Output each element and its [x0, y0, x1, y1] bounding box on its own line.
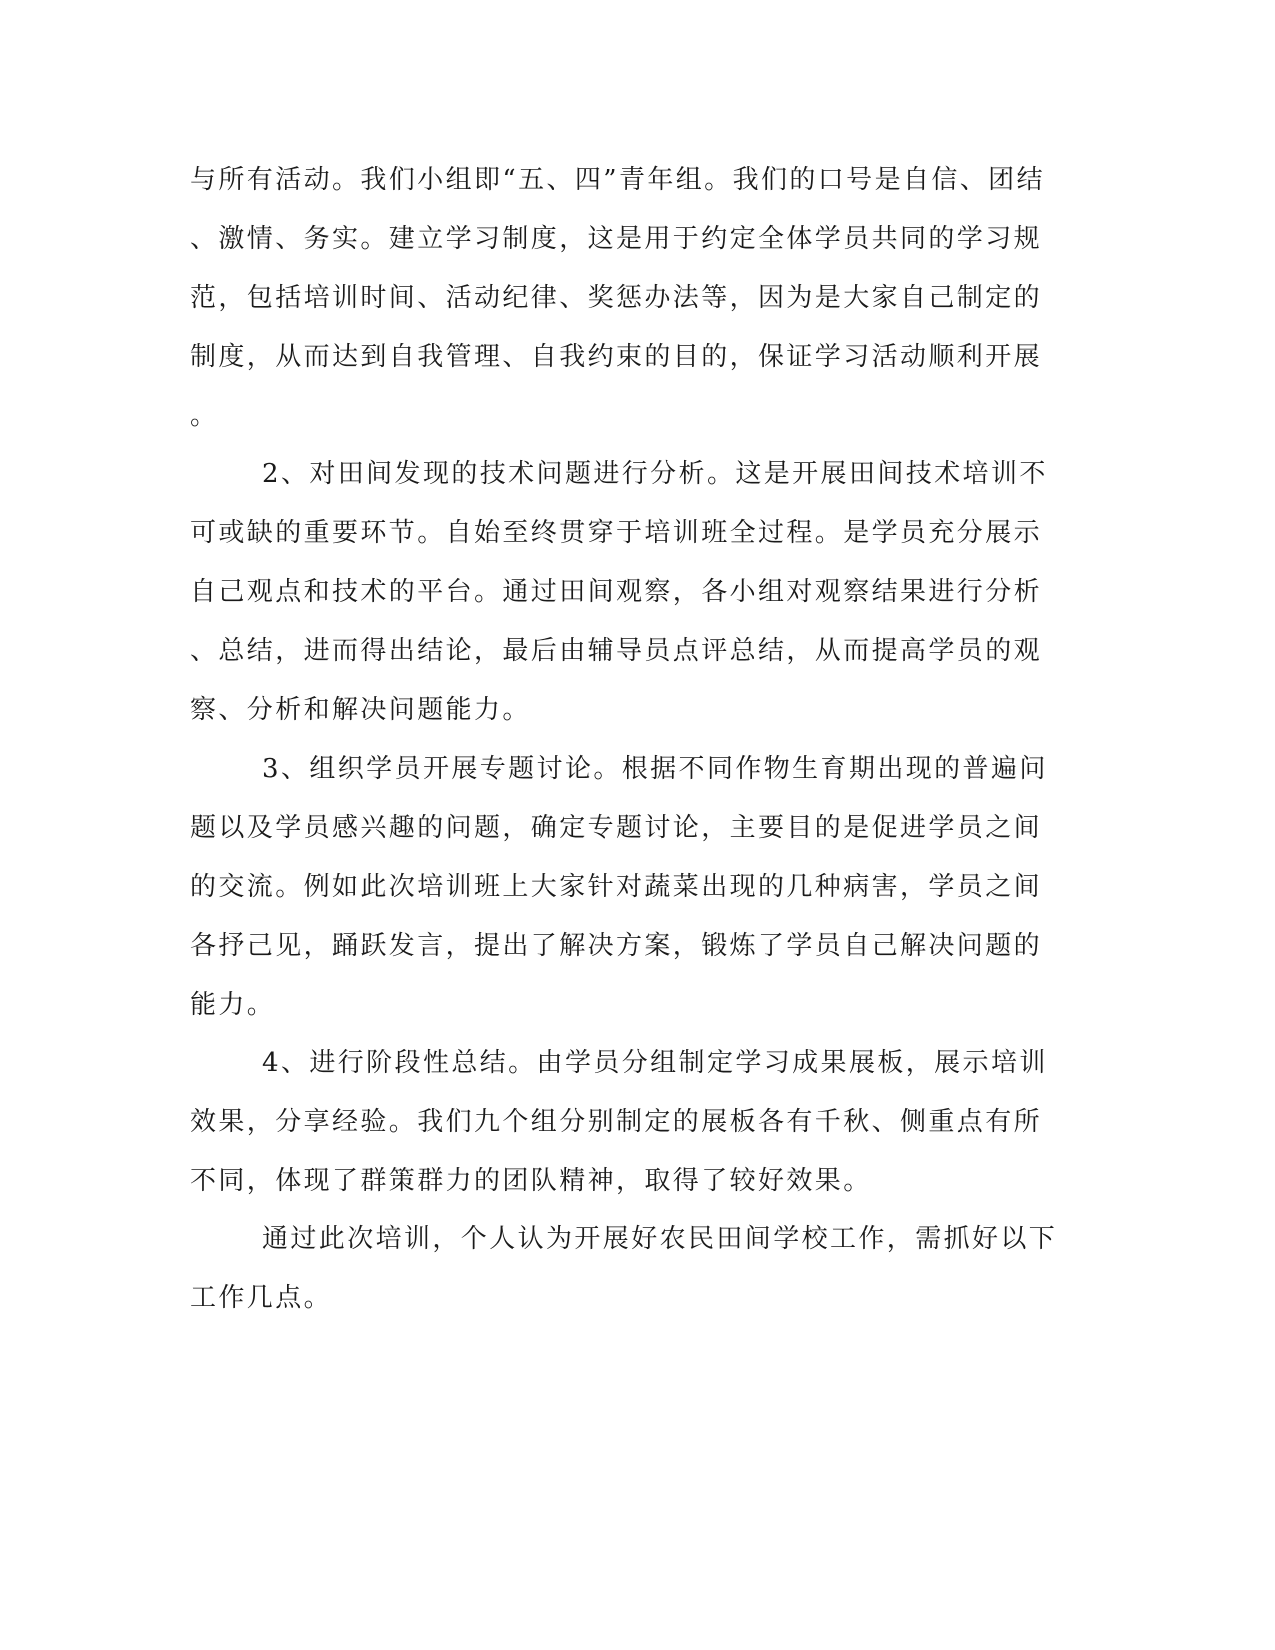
text-line: 、激情、务实。建立学习制度，这是用于约定全体学员共同的学习规 — [190, 224, 1043, 254]
text-line: 工作几点。 — [190, 1283, 333, 1313]
text-line: 3、组织学员开展专题讨论。根据不同作物生育期出现的普遍问 — [262, 754, 1048, 784]
text-line: 可或缺的重要环节。自始至终贯穿于培训班全过程。是学员充分展示 — [190, 518, 1043, 548]
text-line: 各抒己见，踊跃发言，提出了解决方案，锻炼了学员自己解决问题的 — [190, 931, 1043, 961]
text-line: 制度，从而达到自我管理、自我约束的目的，保证学习活动顺利开展 — [190, 342, 1043, 372]
text-line: 4、进行阶段性总结。由学员分组制定学习成果展板，展示培训 — [262, 1048, 1048, 1078]
text-line: 自己观点和技术的平台。通过田间观察，各小组对观察结果进行分析 — [190, 577, 1043, 607]
text-line: 。 — [190, 401, 219, 431]
text-line: 范，包括培训时间、活动纪律、奖惩办法等，因为是大家自己制定的 — [190, 283, 1043, 313]
text-line: 2、对田间发现的技术问题进行分析。这是开展田间技术培训不 — [262, 459, 1048, 489]
text-line: 效果，分享经验。我们九个组分别制定的展板各有千秋、侧重点有所 — [190, 1107, 1043, 1137]
text-line: 察、分析和解决问题能力。 — [190, 695, 531, 725]
text-line: 、总结，进而得出结论，最后由辅导员点评总结，从而提高学员的观 — [190, 636, 1043, 666]
text-line: 题以及学员感兴趣的问题，确定专题讨论，主要目的是促进学员之间 — [190, 813, 1043, 843]
text-line: 能力。 — [190, 990, 276, 1020]
text-line: 的交流。例如此次培训班上大家针对蔬菜出现的几种病害，学员之间 — [190, 872, 1043, 902]
text-line: 通过此次培训，个人认为开展好农民田间学校工作，需抓好以下 — [262, 1224, 1058, 1254]
text-line: 与所有活动。我们小组即“五、四”青年组。我们的口号是自信、团结 — [190, 165, 1045, 195]
text-line: 不同，体现了群策群力的团队精神，取得了较好效果。 — [190, 1166, 872, 1196]
